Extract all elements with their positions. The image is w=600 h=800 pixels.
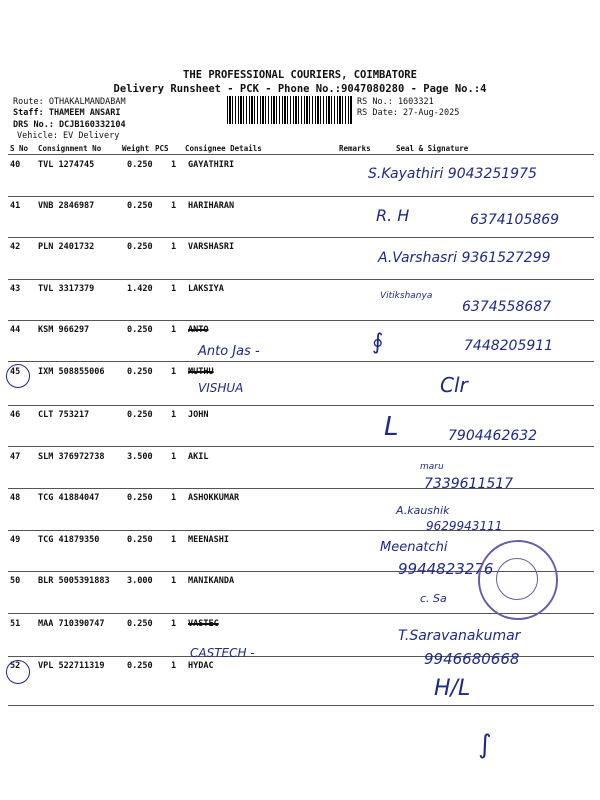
row-sno: 40 (10, 160, 21, 170)
phone-46: 7904462632 (448, 428, 538, 444)
signature-mark-bottom: ∫ (478, 730, 492, 760)
row-weight: 0.250 (127, 325, 153, 335)
col-weight: Weight (122, 144, 150, 153)
row-consignee: MEENASHI (188, 535, 229, 545)
phone-41: 6374105869 (470, 212, 560, 228)
col-seal-signature: Seal & Signature (396, 144, 469, 153)
row-consignment-no: KSM 966297 (38, 325, 90, 335)
col-remarks: Remarks (339, 144, 371, 153)
row-weight: 3.000 (127, 576, 153, 586)
circle-mark-icon (6, 364, 30, 388)
signature-40: S.Kayathiri 9043251975 (368, 166, 537, 182)
row-divider (8, 530, 594, 531)
row-weight: 3.500 (127, 452, 153, 462)
row-pcs: 1 (171, 242, 177, 252)
recipient-51: CASTECH - (190, 646, 255, 660)
row-pcs: 1 (171, 284, 177, 294)
row-divider (8, 196, 594, 197)
row-weight: 0.250 (127, 619, 153, 629)
row-consignment-no: CLT 753217 (38, 410, 90, 420)
row-pcs: 1 (171, 493, 177, 503)
row-weight: 0.250 (127, 367, 153, 377)
staff-label: Staff: THAMEEM ANSARI (13, 108, 121, 118)
row-divider (8, 446, 594, 447)
row-pcs: 1 (171, 452, 177, 462)
row-pcs: 1 (171, 367, 177, 377)
signature-mark-46: L (384, 412, 399, 442)
row-consignment-no: VNB 2846987 (38, 201, 95, 211)
row-consignment-no: TCG 41879350 (38, 535, 100, 545)
signature-51: T.Saravanakumar (398, 628, 521, 644)
drs-label: DRS No.: DCJB160332104 (13, 120, 126, 130)
signature-43: Vitikshanya (380, 291, 433, 301)
signature-mark-44: ∮ (372, 330, 384, 355)
seal-inner-ring-icon (496, 558, 538, 600)
row-consignee: MANIKANDA (188, 576, 235, 586)
signature-42: A.Varshasri 9361527299 (378, 250, 551, 266)
circle-mark-icon (6, 660, 30, 684)
vehicle-label: Vehicle: EV Delivery (17, 131, 120, 141)
row-consignee: JOHN (188, 410, 209, 420)
rs-number: RS No.: 1603321 (357, 97, 434, 107)
row-sno: 44 (10, 325, 21, 335)
row-divider (8, 237, 594, 238)
row-sno: 50 (10, 576, 21, 586)
row-sno: 43 (10, 284, 21, 294)
phone-48: 9629943111 (426, 519, 503, 533)
row-weight: 0.250 (127, 493, 153, 503)
row-consignment-no: TVL 3317379 (38, 284, 95, 294)
row-divider (8, 320, 594, 321)
row-pcs: 1 (171, 201, 177, 211)
remark-52: H/L (434, 676, 471, 701)
row-consignment-no: MAA 710390747 (38, 619, 105, 629)
row-sno: 45 (10, 367, 21, 377)
row-consignee: LAKSIYA (188, 284, 224, 294)
row-consignee: ANTO (188, 325, 209, 335)
row-consignee: HYDAC (188, 661, 214, 671)
phone-47: 7339611517 (424, 476, 514, 492)
row-consignment-no: TVL 1274745 (38, 160, 95, 170)
col-sno: S No (10, 144, 29, 153)
row-divider (8, 279, 594, 280)
row-consignment-no: TCG 41884047 (38, 493, 100, 503)
row-consignee: MUTHU (188, 367, 214, 377)
row-consignee: VASTEC (188, 619, 219, 629)
row-divider (8, 705, 594, 706)
phone-44: 7448205911 (464, 338, 554, 354)
row-pcs: 1 (171, 535, 177, 545)
row-sno: 52 (10, 661, 21, 671)
row-consignee: HARIHARAN (188, 201, 235, 211)
row-weight: 0.250 (127, 661, 153, 671)
row-consignment-no: IXM 508855006 (38, 367, 105, 377)
route-label: Route: OTHAKALMANDABAM (13, 97, 126, 107)
recipient-44: Anto Jas - (198, 344, 260, 359)
company-title: THE PROFESSIONAL COURIERS, COIMBATORE (183, 69, 417, 81)
row-divider (8, 361, 594, 362)
signature-49: Meenatchi (380, 540, 448, 555)
row-pcs: 1 (171, 661, 177, 671)
rs-date: RS Date: 27-Aug-2025 (357, 108, 460, 118)
row-weight: 0.250 (127, 242, 153, 252)
phone-49: 9944823276 (398, 560, 494, 578)
row-consignment-no: SLM 376972738 (38, 452, 105, 462)
row-consignment-no: BLR 5005391883 (38, 576, 110, 586)
row-weight: 0.250 (127, 410, 153, 420)
row-consignee: VARSHASRI (188, 242, 235, 252)
signature-47: maru (420, 462, 444, 472)
phone-43: 6374558687 (462, 299, 552, 315)
row-pcs: 1 (171, 325, 177, 335)
row-weight: 0.250 (127, 535, 153, 545)
row-sno: 48 (10, 493, 21, 503)
row-sno: 47 (10, 452, 21, 462)
col-consignment: Consignment No (38, 144, 102, 153)
row-pcs: 1 (171, 410, 177, 420)
row-divider (8, 405, 594, 406)
row-sno: 46 (10, 410, 21, 420)
row-weight: 0.250 (127, 201, 153, 211)
signature-mark-50: c. Sa (420, 592, 447, 605)
row-consignee: GAYATHIRI (188, 160, 235, 170)
phone-51: 9946680668 (424, 650, 520, 668)
row-sno: 41 (10, 201, 21, 211)
row-consignee: ASHOKKUMAR (188, 493, 240, 503)
remark-45: Clr (440, 373, 468, 397)
signature-48: A.kaushik (396, 504, 450, 517)
col-pcs: PCS (155, 144, 169, 153)
row-sno: 42 (10, 242, 21, 252)
row-pcs: 1 (171, 619, 177, 629)
row-consignee: AKIL (188, 452, 209, 462)
col-consignee: Consignee Details (185, 144, 262, 153)
barcode (227, 96, 352, 124)
recipient-45: VISHUA (198, 381, 244, 395)
header-divider (8, 154, 594, 155)
signature-mark-41: R. H (376, 206, 410, 225)
row-sno: 51 (10, 619, 21, 629)
row-pcs: 1 (171, 576, 177, 586)
row-consignment-no: VPL 522711319 (38, 661, 105, 671)
row-sno: 49 (10, 535, 21, 545)
row-consignment-no: PLN 2401732 (38, 242, 95, 252)
row-pcs: 1 (171, 160, 177, 170)
row-weight: 0.250 (127, 160, 153, 170)
row-weight: 1.420 (127, 284, 153, 294)
runsheet-subtitle: Delivery Runsheet - PCK - Phone No.:9047080280 - Page No.:4 (113, 83, 487, 95)
